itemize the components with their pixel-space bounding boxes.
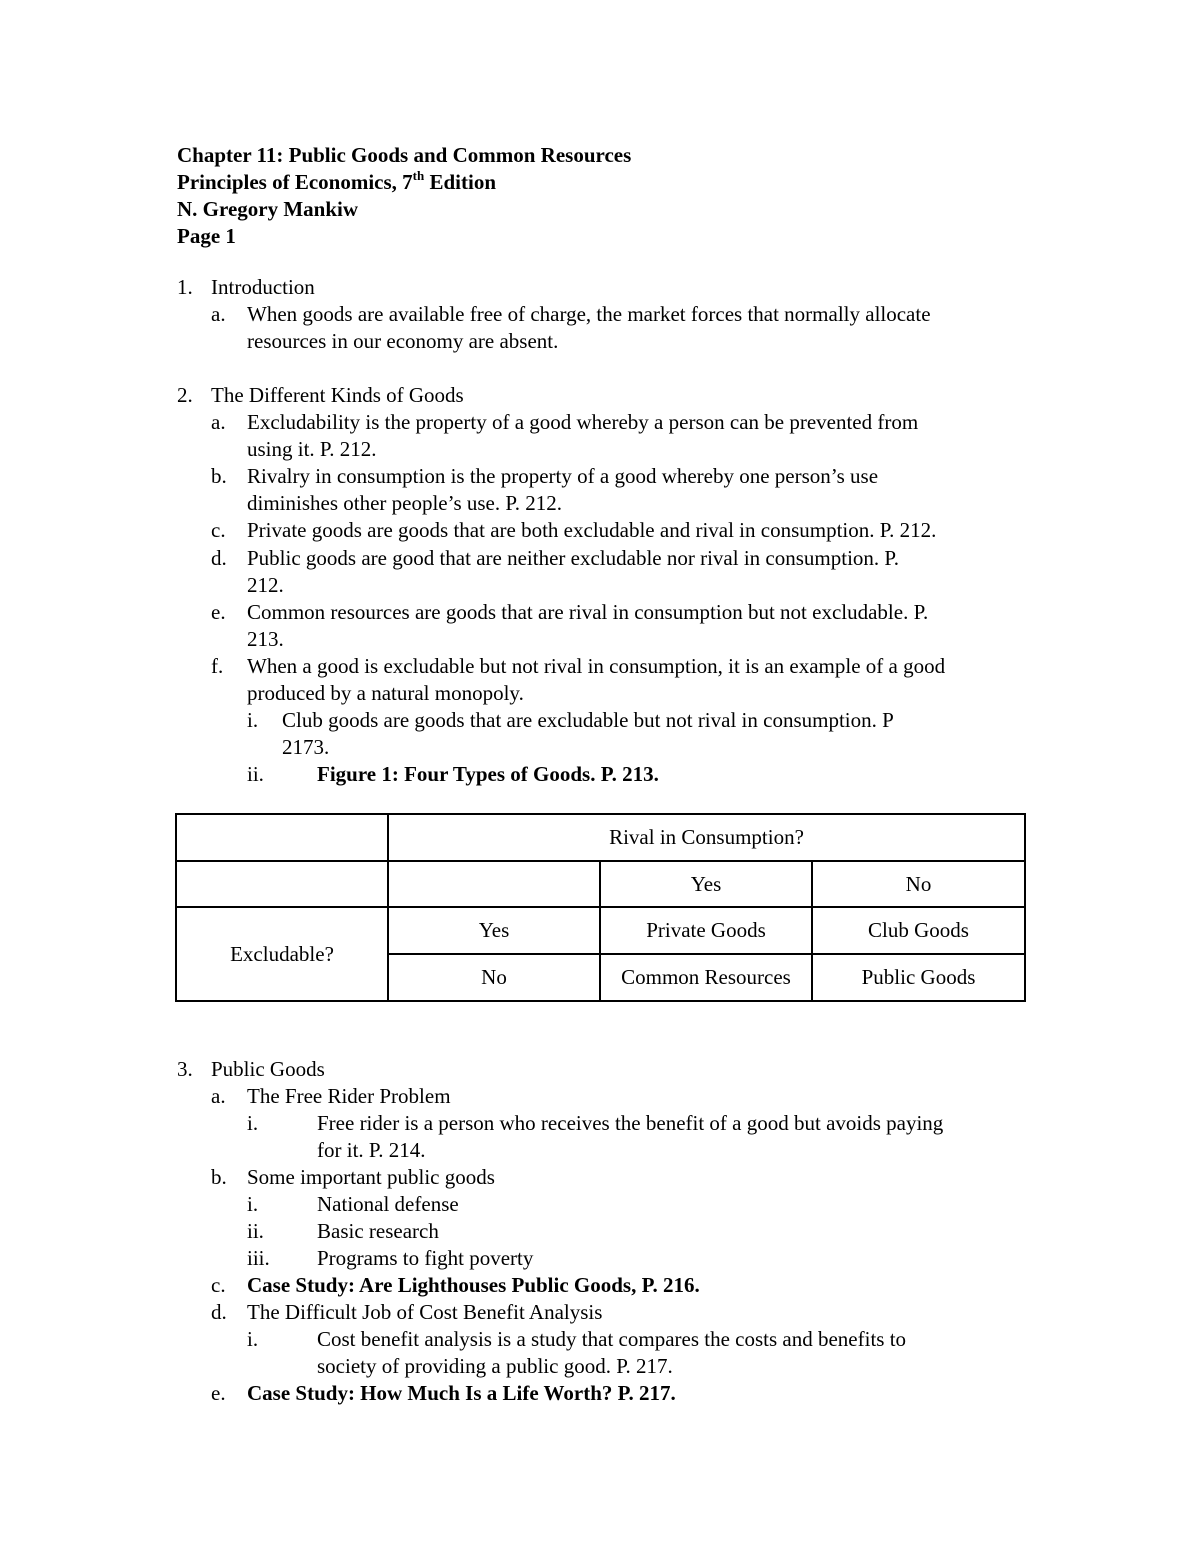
- s3-b-i-marker: i.: [247, 1192, 259, 1216]
- cell-common-resources: Common Resources: [600, 954, 812, 1001]
- s2-b-text-1: Rivalry in consumption is the property of a good whereby one person’s use: [247, 464, 879, 488]
- table-row: [176, 861, 1025, 907]
- section-2-number: 2.: [177, 383, 193, 407]
- book-title-suffix: Edition: [424, 170, 496, 194]
- author: N. Gregory Mankiw: [177, 197, 359, 221]
- chapter-title: Chapter 11: Public Goods and Common Resources: [177, 143, 632, 167]
- col-no-header: No: [812, 861, 1025, 907]
- table-cell-empty: [388, 861, 600, 907]
- s2-b-text-2: diminishes other people’s use. P. 212.: [247, 491, 562, 515]
- s2-a-text-2: using it. P. 212.: [247, 437, 377, 461]
- s3-b-title: Some important public goods: [247, 1165, 495, 1189]
- cell-private-goods: Private Goods: [600, 907, 812, 954]
- s3-b-i-text: National defense: [317, 1192, 459, 1216]
- s1-a-text-2: resources in our economy are absent.: [247, 329, 559, 353]
- row-no-header: No: [388, 954, 600, 1001]
- s2-c-marker: c.: [211, 518, 226, 542]
- section-3-number: 3.: [177, 1057, 193, 1081]
- s2-a-marker: a.: [211, 410, 226, 434]
- s3-b-iii-text: Programs to fight poverty: [317, 1246, 534, 1270]
- s3-b-marker: b.: [211, 1165, 227, 1189]
- s3-a-marker: a.: [211, 1084, 226, 1108]
- s2-f-i-marker: i.: [247, 708, 259, 732]
- book-title-prefix: Principles of Economics, 7: [177, 170, 413, 194]
- s3-d-i-text-2: society of providing a public good. P. 217.: [317, 1354, 673, 1378]
- section-3-title: Public Goods: [211, 1057, 325, 1081]
- s3-a-title: The Free Rider Problem: [247, 1084, 451, 1108]
- table-cell-empty: [176, 814, 388, 861]
- section-1-number: 1.: [177, 275, 193, 299]
- four-types-of-goods-table: [175, 813, 1026, 1002]
- s3-c-marker: c.: [211, 1273, 226, 1297]
- s3-a-i-marker: i.: [247, 1111, 259, 1135]
- s1-a-marker: a.: [211, 302, 226, 326]
- s2-b-marker: b.: [211, 464, 227, 488]
- section-1-title: Introduction: [211, 275, 315, 299]
- s2-e-marker: e.: [211, 600, 226, 624]
- s3-d-i-text-1: Cost benefit analysis is a study that compares the costs and benefits to: [317, 1327, 907, 1351]
- s3-e-marker: e.: [211, 1381, 226, 1405]
- excludable-label: Excludable?: [176, 907, 388, 1001]
- s3-b-ii-text: Basic research: [317, 1219, 439, 1243]
- table-row: [176, 814, 1025, 861]
- s2-f-i-text-2: 2173.: [282, 735, 330, 759]
- s3-b-ii-marker: ii.: [247, 1219, 264, 1243]
- table-cell-empty: [176, 861, 388, 907]
- s2-c-text-1: Private goods are goods that are both excludable and rival in consumption. P. 212.: [247, 518, 937, 542]
- s2-f-text-2: produced by a natural monopoly.: [247, 681, 524, 705]
- s2-a-text-1: Excludability is the property of a good whereby a person can be prevented from: [247, 410, 919, 434]
- cell-club-goods: Club Goods: [812, 907, 1025, 954]
- row-yes-header: Yes: [388, 907, 600, 954]
- s3-e-case-study: Case Study: How Much Is a Life Worth? P. 217.: [247, 1381, 676, 1405]
- section-2-title: The Different Kinds of Goods: [211, 383, 464, 407]
- s2-f-text-1: When a good is excludable but not rival in consumption, it is an example of a good: [247, 654, 946, 678]
- s3-c-case-study: Case Study: Are Lighthouses Public Goods, P. 216.: [247, 1273, 700, 1297]
- s2-d-marker: d.: [211, 546, 227, 570]
- book-title: [177, 169, 496, 196]
- figure-1-caption: Figure 1: Four Types of Goods. P. 213.: [317, 762, 659, 786]
- page-number: Page 1: [177, 224, 236, 248]
- s3-d-i-marker: i.: [247, 1327, 259, 1351]
- s3-b-iii-marker: iii.: [247, 1246, 270, 1270]
- col-yes-header: Yes: [600, 861, 812, 907]
- s3-d-title: The Difficult Job of Cost Benefit Analysis: [247, 1300, 603, 1324]
- s2-d-text-1: Public goods are good that are neither excludable nor rival in consumption. P.: [247, 546, 900, 570]
- s2-e-text-1: Common resources are goods that are rival in consumption but not excludable. P.: [247, 600, 929, 624]
- s1-a-text-1: When goods are available free of charge, the market forces that normally allocate: [247, 302, 931, 326]
- s2-f-marker: f.: [211, 654, 224, 678]
- book-title-sup: th: [412, 168, 425, 183]
- s2-f-ii-marker: ii.: [247, 762, 264, 786]
- s3-a-i-text-1: Free rider is a person who receives the benefit of a good but avoids paying: [317, 1111, 944, 1135]
- table-row: [176, 907, 1025, 954]
- s3-d-marker: d.: [211, 1300, 227, 1324]
- rival-header-cell: Rival in Consumption?: [388, 814, 1025, 861]
- s2-e-text-2: 213.: [247, 627, 284, 651]
- s3-a-i-text-2: for it. P. 214.: [317, 1138, 426, 1162]
- cell-public-goods: Public Goods: [812, 954, 1025, 1001]
- s2-f-i-text-1: Club goods are goods that are excludable but not rival in consumption. P: [282, 708, 894, 732]
- s2-d-text-2: 212.: [247, 573, 284, 597]
